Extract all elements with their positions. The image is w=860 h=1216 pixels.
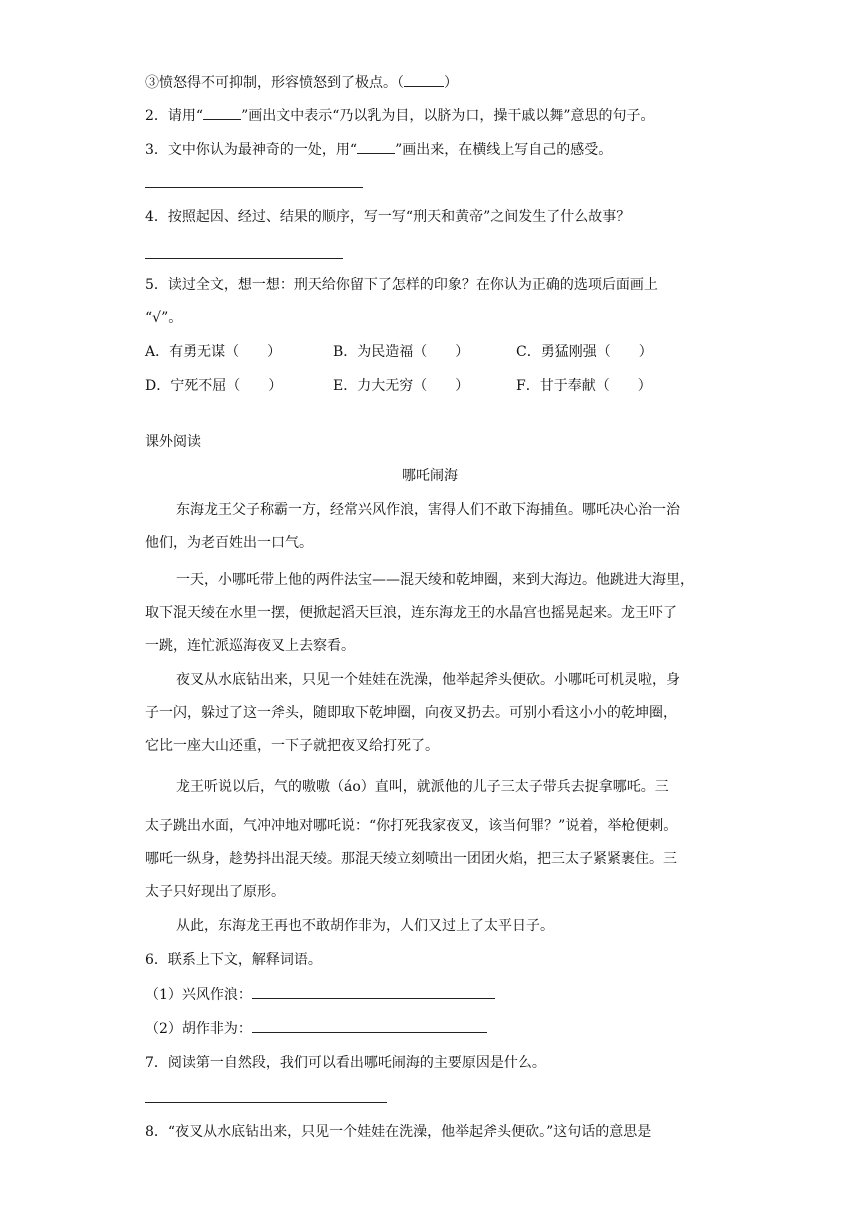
story-paragraph-3-line-3: 它比一座大山还重，一下子就把夜叉给打死了。 — [145, 738, 439, 754]
question-1-item-3 — [145, 73, 458, 93]
answer-blank[interactable] — [404, 74, 444, 87]
question-6-item-1-label: （1）兴风作浪： — [145, 987, 252, 1003]
answer-line[interactable] — [252, 986, 495, 999]
question-4: 4．按照起因、经过、结果的顺序，写一写“刑天和黄帝”之间发生了什么故事？ — [145, 209, 631, 225]
question-6-item-2-label: （2）胡作非为： — [145, 1021, 252, 1037]
question-5-line-2: “√”。 — [145, 310, 183, 326]
story-paragraph-2-line-3: 一跳，连忙派巡海夜叉上去察看。 — [145, 638, 355, 654]
story-paragraph-4-line-2: 太子跳出水面，气冲冲地对哪吒说：“你打死我家夜叉，该当何罪？”说着，举枪便刺。 — [145, 818, 678, 834]
option-d[interactable]: D．宁死不屈（ ） — [145, 378, 283, 394]
question-text: ③愤怒得不可抑制，形容愤怒到了极点。（ — [145, 75, 404, 91]
question-text: 2．请用“ — [145, 108, 204, 124]
option-b[interactable]: B．为民造福（ ） — [333, 344, 470, 360]
story-paragraph-2-line-2: 取下混天绫在水里一摆，便掀起滔天巨浪，连东海龙王的水晶宫也摇晃起来。龙王吓了 — [145, 605, 677, 621]
question-text: 3．文中你认为最神奇的一处，用“ — [145, 142, 358, 158]
story-paragraph-3-line-2: 子一闪，躲过了这一斧头，随即取下乾坤圈，向夜叉扔去。可别小看这小小的乾坤圈， — [145, 705, 677, 721]
question-text: ”画出文中表示“乃以乳为目，以脐为口，操干戚以舞”意思的句子。 — [241, 108, 655, 124]
story-title: 哪吒闹海 — [402, 468, 458, 484]
answer-line[interactable] — [145, 258, 343, 259]
underline-sample — [357, 141, 395, 154]
question-8: 8．“夜叉从水底钻出来，只见一个娃娃在洗澡，他举起斧头便砍。”这句话的意思是 — [145, 1124, 652, 1140]
answer-line[interactable] — [145, 187, 363, 188]
question-text: ） — [444, 75, 458, 91]
option-e[interactable]: E．力大无穷（ ） — [333, 378, 470, 394]
option-c[interactable]: C．勇猛刚强（ ） — [516, 344, 653, 360]
story-paragraph-3-line-1: 夜叉从水底钻出来，只见一个娃娃在洗澡，他举起斧头便砍。小哪吒可机灵啦，身 — [176, 672, 680, 688]
underline-sample — [203, 107, 241, 120]
option-f[interactable]: F．甘于奉献（ ） — [516, 378, 652, 394]
section-heading: 课外阅读 — [145, 434, 201, 450]
story-paragraph-4-line-3: 哪吒一纵身，趁势抖出混天绫。那混天绫立刻喷出一团团火焰，把三太子紧紧裹住。三 — [145, 851, 677, 867]
story-paragraph-1-line-1: 东海龙王父子称霸一方，经常兴风作浪，害得人们不敢下海捕鱼。哪吒决心治一治 — [176, 502, 680, 518]
option-a[interactable]: A．有勇无谋（ ） — [145, 344, 282, 360]
question-7: 7．阅读第一自然段，我们可以看出哪吒闹海的主要原因是什么。 — [145, 1055, 546, 1071]
story-paragraph-2-line-1: 一天，小哪吒带上他的两件法宝——混天绫和乾坤圈，来到大海边。他跳进大海里， — [176, 572, 694, 588]
answer-line[interactable] — [252, 1020, 487, 1033]
question-text: ”画出来，在横线上写自己的感受。 — [395, 142, 613, 158]
story-paragraph-4-line-4: 太子只好现出了原形。 — [145, 884, 285, 900]
question-2 — [145, 106, 655, 126]
question-5-line-1: 5．读过全文，想一想：刑天给你留下了怎样的印象？在你认为正确的选项后面画上 — [145, 277, 658, 293]
question-6-item-1 — [145, 985, 495, 1005]
question-6: 6．联系上下文，解释词语。 — [145, 952, 322, 968]
answer-line[interactable] — [145, 1102, 387, 1103]
story-paragraph-1-line-2: 他们，为老百姓出一口气。 — [145, 535, 313, 551]
story-paragraph-5-line-1: 从此，东海龙王再也不敢胡作非为，人们又过上了太平日子。 — [176, 918, 554, 934]
story-paragraph-4-line-1: 龙王听说以后，气的嗷嗷（áo）直叫，就派他的儿子三太子带兵去捉拿哪吒。三 — [176, 779, 669, 795]
question-3 — [145, 140, 612, 160]
question-6-item-2 — [145, 1019, 487, 1039]
